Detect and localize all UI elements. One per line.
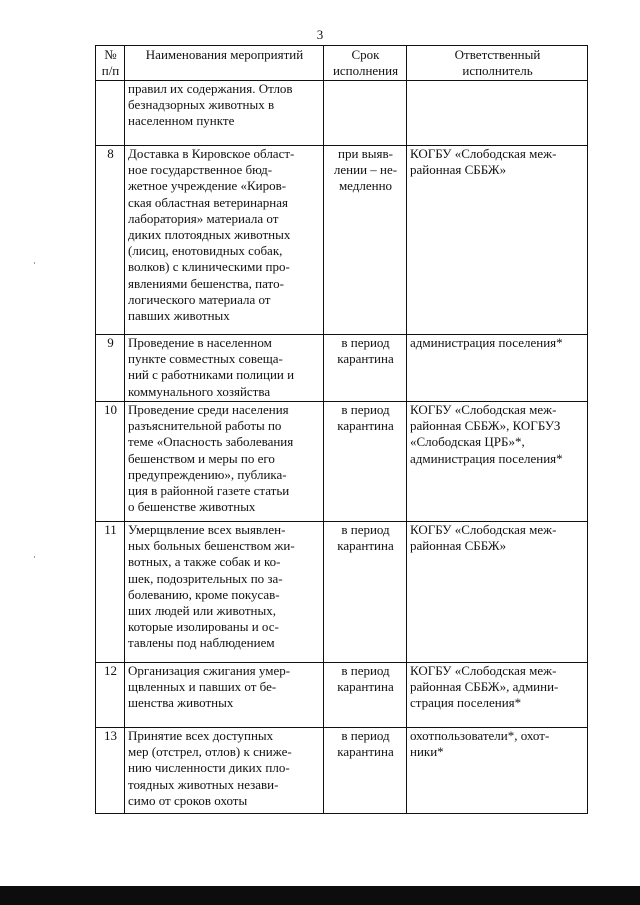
row-measure: Проведение в населенном пункте совместных совеща- ний с работниками полиции и коммунального хозяйства <box>125 335 324 402</box>
row-responsible: администрация поселения* <box>407 335 588 402</box>
row-responsible: КОГБУ «Слободская меж- районная СББЖ» <box>407 522 588 663</box>
table-row <box>96 402 588 522</box>
table-row <box>96 335 588 402</box>
row-measure: Проведение среди населения разъяснительной работы по теме «Опасность заболевания бешенством и меры по его предупреждению», публика- ция в районной газете статьи о бешенстве животных <box>125 402 324 522</box>
row-term: при выяв- лении – не- медленно <box>324 146 407 335</box>
measures-table <box>95 45 588 814</box>
scan-bottom-edge <box>0 886 640 905</box>
row-term: в период карантина <box>324 728 407 814</box>
table-row <box>96 522 588 663</box>
row-term: в период карантина <box>324 663 407 728</box>
header-num: № п/п <box>96 46 125 81</box>
row-num: 8 <box>96 146 125 335</box>
row-measure: Доставка в Кировское област- ное государственное бюд- жетное учреждение «Киров- ская областная ветеринарная лаборатория» материала от диких плотоядных животных (лисиц, енотовидных собак, волков) с клиническими про- явлениями бешенства, пато- логического материала от павших животных <box>125 146 324 335</box>
table-row <box>96 728 588 814</box>
table-row <box>96 81 588 146</box>
row-measure: Умерщвление всех выявлен- ных больных бешенством жи- вотных, а также собак и ко- шек, подозрительных по за- болеванию, кроме покусав- ших людей или животных, которые изолированы и ос- тавлены под наблюдением <box>125 522 324 663</box>
row-num: 9 <box>96 335 125 402</box>
row-responsible: КОГБУ «Слободская меж- районная СББЖ», КОГБУЗ «Слободская ЦРБ»*, администрация поселения* <box>407 402 588 522</box>
table-row <box>96 663 588 728</box>
row-measure: Принятие всех доступных мер (отстрел, отлов) к сниже- нию численности диких пло- тоядных животных незави- симо от сроков охоты <box>125 728 324 814</box>
header-term: Срок исполнения <box>324 46 407 81</box>
row-term: в период карантина <box>324 402 407 522</box>
header-name: Наименования мероприятий <box>125 46 324 81</box>
scan-speck <box>34 262 35 264</box>
row-responsible: охотпользователи*, охот- ники* <box>407 728 588 814</box>
page-number: 3 <box>316 27 324 42</box>
row-num <box>96 81 125 146</box>
row-measure: правил их содержания. Отлов безнадзорных животных в населенном пункте <box>125 81 324 146</box>
row-responsible: КОГБУ «Слободская меж- районная СББЖ» <box>407 146 588 335</box>
row-num: 10 <box>96 402 125 522</box>
row-responsible <box>407 81 588 146</box>
row-num: 12 <box>96 663 125 728</box>
table-header-row <box>96 46 588 81</box>
row-num: 11 <box>96 522 125 663</box>
row-term: в период карантина <box>324 522 407 663</box>
table-row <box>96 146 588 335</box>
row-term <box>324 81 407 146</box>
row-measure: Организация сжигания умер- щвленных и павших от бе- шенства животных <box>125 663 324 728</box>
row-term: в период карантина <box>324 335 407 402</box>
header-responsible: Ответственный исполнитель <box>407 46 588 81</box>
row-num: 13 <box>96 728 125 814</box>
row-responsible: КОГБУ «Слободская меж- районная СББЖ», админи- страция поселения* <box>407 663 588 728</box>
scan-speck <box>34 556 35 558</box>
